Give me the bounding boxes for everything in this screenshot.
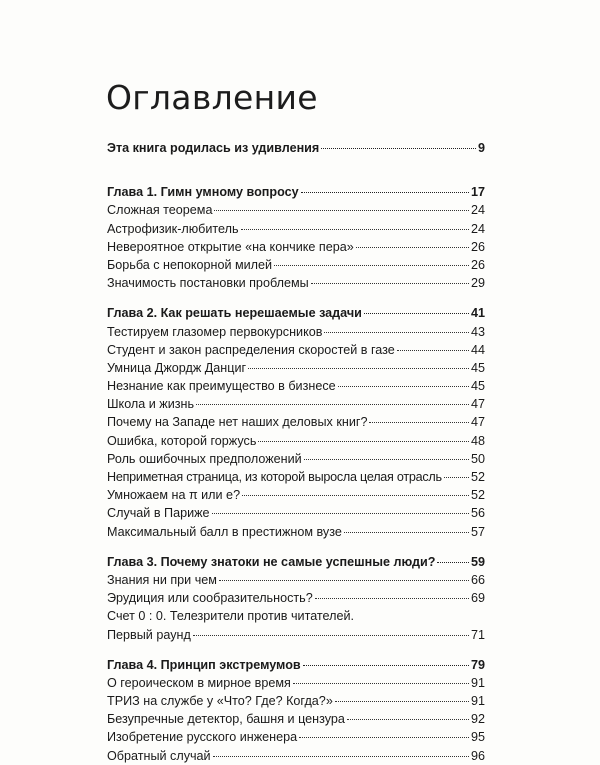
table-of-contents [107, 139, 485, 765]
toc-item[interactable] [107, 747, 485, 765]
dot-leader [258, 441, 469, 442]
toc-item-page: 26 [470, 257, 485, 272]
dot-leader [315, 598, 469, 599]
toc-item[interactable] [107, 432, 485, 450]
toc-item[interactable] [107, 341, 485, 359]
toc-item-page: 71 [470, 627, 485, 642]
toc-item-title: Счет 0 : 0. Телезрители против читателей. [107, 609, 355, 624]
dot-leader [444, 477, 469, 478]
dot-leader [241, 229, 469, 230]
dot-leader [214, 210, 469, 211]
dot-leader [356, 247, 469, 248]
toc-item[interactable] [107, 201, 485, 219]
toc-item[interactable] [107, 607, 485, 625]
chapter-page: 17 [470, 185, 485, 200]
chapter-title: Глава 2. Как решать нерешаемые задачи [107, 306, 362, 321]
toc-item-title: Максимальный балл в престижном вузе [107, 524, 342, 539]
dot-leader [213, 756, 469, 757]
toc-item[interactable] [107, 710, 485, 728]
toc-item[interactable] [107, 728, 485, 746]
toc-item-page: 52 [470, 470, 485, 484]
toc-item-page: 66 [470, 572, 485, 587]
toc-item-title: Почему на Западе нет наших деловых книг? [107, 415, 368, 430]
toc-item-page: 29 [470, 276, 485, 291]
toc-item-title: О героическом в мирное время [107, 675, 291, 690]
toc-chapter-2[interactable] [107, 304, 485, 322]
page-title: Оглавление [106, 78, 318, 117]
toc-item-title: Борьба с непокорной милей [107, 257, 273, 272]
toc-chapter-1[interactable] [107, 183, 485, 201]
toc-item-title: Изобретение русского инженера [107, 730, 298, 745]
toc-item[interactable] [107, 571, 485, 589]
dot-leader [299, 737, 469, 738]
toc-item-title: Астрофизик-любитель [107, 221, 239, 236]
spacer [107, 292, 485, 304]
toc-item-title: Ошибка, которой горжусь [107, 433, 257, 448]
spacer [107, 541, 485, 553]
toc-item[interactable] [107, 238, 485, 256]
dot-leader [369, 422, 469, 423]
toc-item-page: 44 [470, 342, 485, 357]
toc-item-page: 91 [470, 694, 485, 709]
toc-item-page: 43 [470, 324, 485, 339]
toc-item[interactable] [107, 504, 485, 522]
toc-item-page: 45 [470, 360, 485, 375]
dot-leader [242, 495, 469, 496]
toc-chapter-3[interactable] [107, 553, 485, 571]
dot-leader [364, 313, 469, 314]
toc-item-title: Студент и закон распределения скоростей в газе [107, 342, 395, 357]
chapter-page: 59 [470, 554, 485, 569]
toc-item-page: 56 [470, 506, 485, 521]
chapter-title: Глава 1. Гимн умному вопросу [107, 185, 299, 200]
toc-item-title: Неприметная страница, из которой выросла целая отрасль [107, 470, 442, 484]
dot-leader [196, 404, 469, 405]
dot-leader [311, 283, 469, 284]
toc-entry-page: 9 [477, 141, 485, 155]
toc-item-title: Невероятное открытие «на кончике пера» [107, 239, 354, 254]
dot-leader [303, 665, 469, 666]
toc-item[interactable] [107, 692, 485, 710]
toc-item-page: 50 [470, 451, 485, 466]
toc-item-page: 47 [470, 415, 485, 430]
dot-leader [274, 265, 469, 266]
toc-item-page: 57 [470, 524, 485, 539]
chapter-page: 41 [470, 306, 485, 321]
dot-leader [397, 350, 469, 351]
toc-item-page: 26 [470, 239, 485, 254]
chapter-page: 79 [470, 657, 485, 672]
toc-item-page: 91 [470, 675, 485, 690]
dot-leader [437, 562, 469, 563]
dot-leader [344, 532, 469, 533]
toc-item[interactable] [107, 626, 485, 644]
toc-item-title: Тестируем глазомер первокурсников [107, 324, 323, 339]
toc-item-title: Эрудиция или сообразительность? [107, 591, 313, 606]
toc-item[interactable] [107, 674, 485, 692]
toc-item[interactable] [107, 359, 485, 377]
chapter-title: Глава 3. Почему знатоки не самые успешные люди? [107, 554, 436, 569]
toc-item[interactable] [107, 377, 485, 395]
toc-item-title: Сложная теорема [107, 203, 213, 218]
dot-leader [219, 580, 469, 581]
toc-item-title: Случай в Париже [107, 506, 210, 521]
dot-leader [324, 332, 469, 333]
dot-leader [212, 513, 469, 514]
toc-item-page: 48 [470, 433, 485, 448]
toc-item-title: Незнание как преимущество в бизнесе [107, 379, 336, 394]
toc-item[interactable] [107, 274, 485, 292]
toc-item-page: 24 [470, 203, 485, 218]
toc-item-title: Умница Джордж Данциг [107, 360, 247, 375]
dot-leader [304, 459, 469, 460]
dot-leader [335, 701, 469, 702]
dot-leader [347, 719, 469, 720]
toc-item-title: Значимость постановки проблемы [107, 276, 309, 291]
spacer [107, 171, 485, 183]
toc-item-title: Обратный случай [107, 748, 211, 763]
toc-item-title: Безупречные детектор, башня и цензура [107, 712, 345, 727]
toc-chapter-4[interactable] [107, 656, 485, 674]
toc-item-page: 95 [470, 730, 485, 745]
toc-item-title: Первый раунд [107, 627, 191, 642]
toc-item-page: 96 [470, 748, 485, 763]
chapter-title: Глава 4. Принцип экстремумов [107, 657, 301, 672]
dot-leader [293, 683, 469, 684]
toc-item[interactable] [107, 523, 485, 541]
dot-leader [193, 635, 469, 636]
toc-item[interactable] [107, 220, 485, 238]
toc-item-page: 47 [470, 397, 485, 412]
toc-item-title: Умножаем на π или е? [107, 488, 241, 503]
dot-leader [301, 192, 469, 193]
toc-item-page: 24 [470, 221, 485, 236]
spacer [107, 157, 485, 171]
dot-leader [338, 386, 469, 387]
toc-item[interactable] [107, 413, 485, 431]
spacer [107, 644, 485, 656]
toc-item-title: Школа и жизнь [107, 397, 195, 412]
toc-item[interactable] [107, 323, 485, 341]
toc-item[interactable] [107, 589, 485, 607]
toc-item[interactable] [107, 256, 485, 274]
toc-item-title: ТРИЗ на службе у «Что? Где? Когда?» [107, 694, 333, 709]
toc-item[interactable] [107, 395, 485, 413]
toc-entry-title: Эта книга родилась из удивления [107, 141, 320, 155]
dot-leader [248, 368, 469, 369]
toc-item-page: 45 [470, 379, 485, 394]
dot-leader [321, 148, 476, 149]
toc-item-page: 92 [470, 712, 485, 727]
toc-item[interactable] [107, 468, 485, 486]
toc-item-title: Знания ни при чем [107, 572, 217, 587]
toc-item[interactable] [107, 450, 485, 468]
toc-intro-entry[interactable] [107, 139, 485, 157]
toc-item[interactable] [107, 486, 485, 504]
toc-item-page: 52 [470, 488, 485, 503]
toc-item-title: Роль ошибочных предположений [107, 451, 302, 466]
toc-item-page: 69 [470, 591, 485, 606]
